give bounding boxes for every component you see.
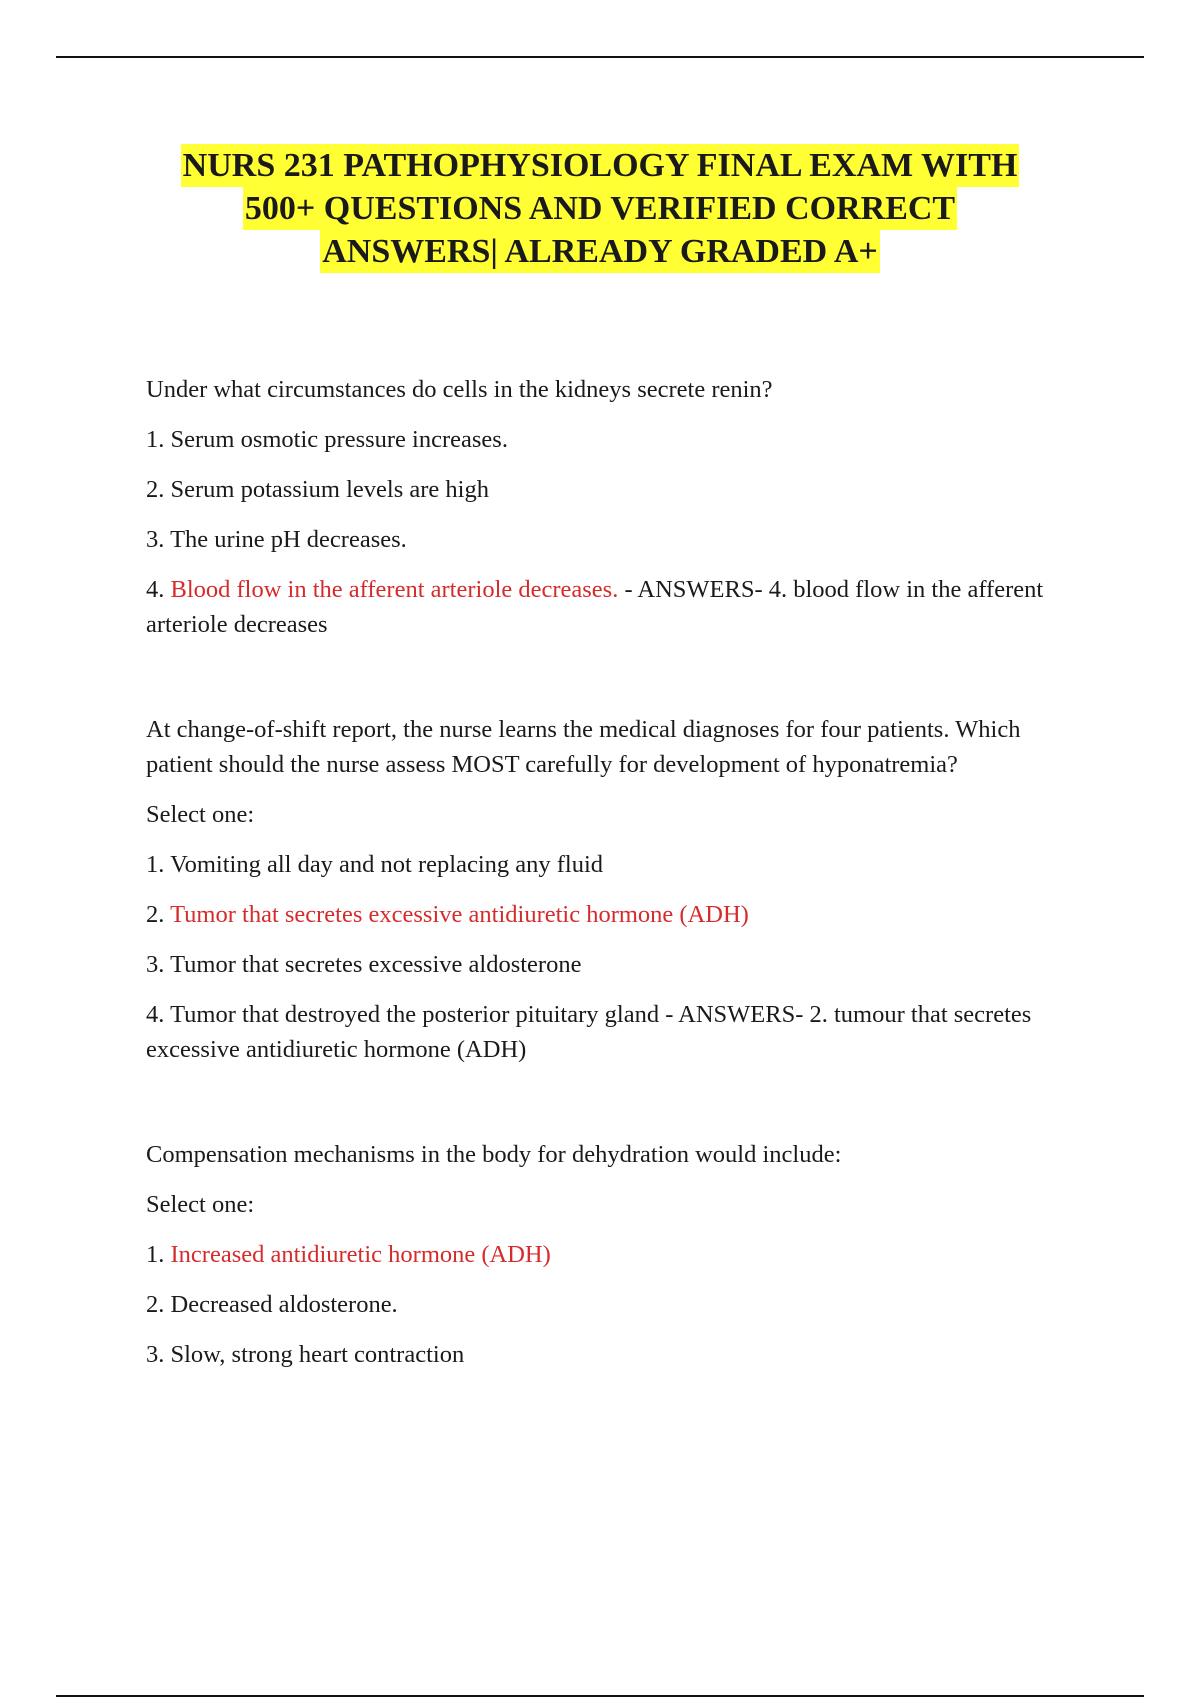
option-text: Decreased aldosterone. — [170, 1291, 398, 1318]
correct-option-text: Blood flow in the afferent arteriole decreases. — [170, 576, 619, 603]
option-3 — [146, 947, 1086, 982]
questions-content — [146, 372, 1086, 1372]
option-number: 3. — [146, 1341, 165, 1368]
option-4 — [146, 572, 1086, 642]
option-number: 2. — [146, 1291, 165, 1318]
option-number: 2. — [146, 476, 165, 503]
option-text: Serum osmotic pressure increases. — [170, 426, 508, 453]
option-number: 3. — [146, 526, 165, 553]
question-stem: Compensation mechanisms in the body for dehydration would include: — [146, 1141, 842, 1168]
option-3 — [146, 522, 1086, 557]
title-line-2: 500+ QUESTIONS AND VERIFIED CORRECT — [243, 187, 957, 230]
correct-option-text: Tumor that secretes excessive antidiuretic hormone (ADH) — [170, 901, 749, 928]
answer-text: - ANSWERS- 4. blood flow in the afferent arteriole decreases — [146, 576, 1044, 638]
question-separator — [146, 642, 1086, 712]
answer-text: - ANSWERS- 2. tumour that secretes excessive antidiuretic hormone (ADH) — [146, 1001, 1032, 1063]
question-2 — [146, 712, 1086, 1067]
option-text: Slow, strong heart contraction — [170, 1341, 465, 1368]
option-number: 2. — [146, 901, 165, 928]
option-2 — [146, 472, 1086, 507]
question-stem: At change-of-shift report, the nurse learns the medical diagnoses for four patients. Which patient should the nurse assess MOST carefully for development of hyponatremia? — [146, 716, 1021, 778]
option-number: 4. — [146, 1001, 165, 1028]
option-number: 1. — [146, 851, 165, 878]
select-one-label: Select one: — [146, 801, 255, 828]
select-one-label: Select one: — [146, 1191, 255, 1218]
option-number: 1. — [146, 426, 165, 453]
option-4 — [146, 997, 1086, 1067]
option-text: Tumor that secretes excessive aldosterone — [170, 951, 582, 978]
bottom-rule — [56, 1695, 1144, 1697]
option-text: Serum potassium levels are high — [170, 476, 489, 503]
option-3 — [146, 1337, 1086, 1372]
title-line-1: NURS 231 PATHOPHYSIOLOGY FINAL EXAM WITH — [181, 144, 1020, 187]
correct-option-text: Increased antidiuretic hormone (ADH) — [170, 1241, 551, 1268]
option-1 — [146, 847, 1086, 882]
document-title — [100, 144, 1100, 273]
top-rule — [56, 56, 1144, 58]
option-1 — [146, 1237, 1086, 1272]
question-stem: Under what circumstances do cells in the kidneys secrete renin? — [146, 376, 773, 403]
option-number: 3. — [146, 951, 165, 978]
option-text: Tumor that destroyed the posterior pituitary gland — [170, 1001, 660, 1028]
option-text: Vomiting all day and not replacing any fluid — [170, 851, 604, 878]
option-number: 1. — [146, 1241, 165, 1268]
option-2 — [146, 1287, 1086, 1322]
option-2 — [146, 897, 1086, 932]
option-number: 4. — [146, 576, 165, 603]
question-1 — [146, 372, 1086, 642]
option-text: The urine pH decreases. — [170, 526, 407, 553]
title-line-3: ANSWERS| ALREADY GRADED A+ — [320, 230, 880, 273]
question-separator — [146, 1067, 1086, 1137]
question-3 — [146, 1137, 1086, 1372]
option-1 — [146, 422, 1086, 457]
